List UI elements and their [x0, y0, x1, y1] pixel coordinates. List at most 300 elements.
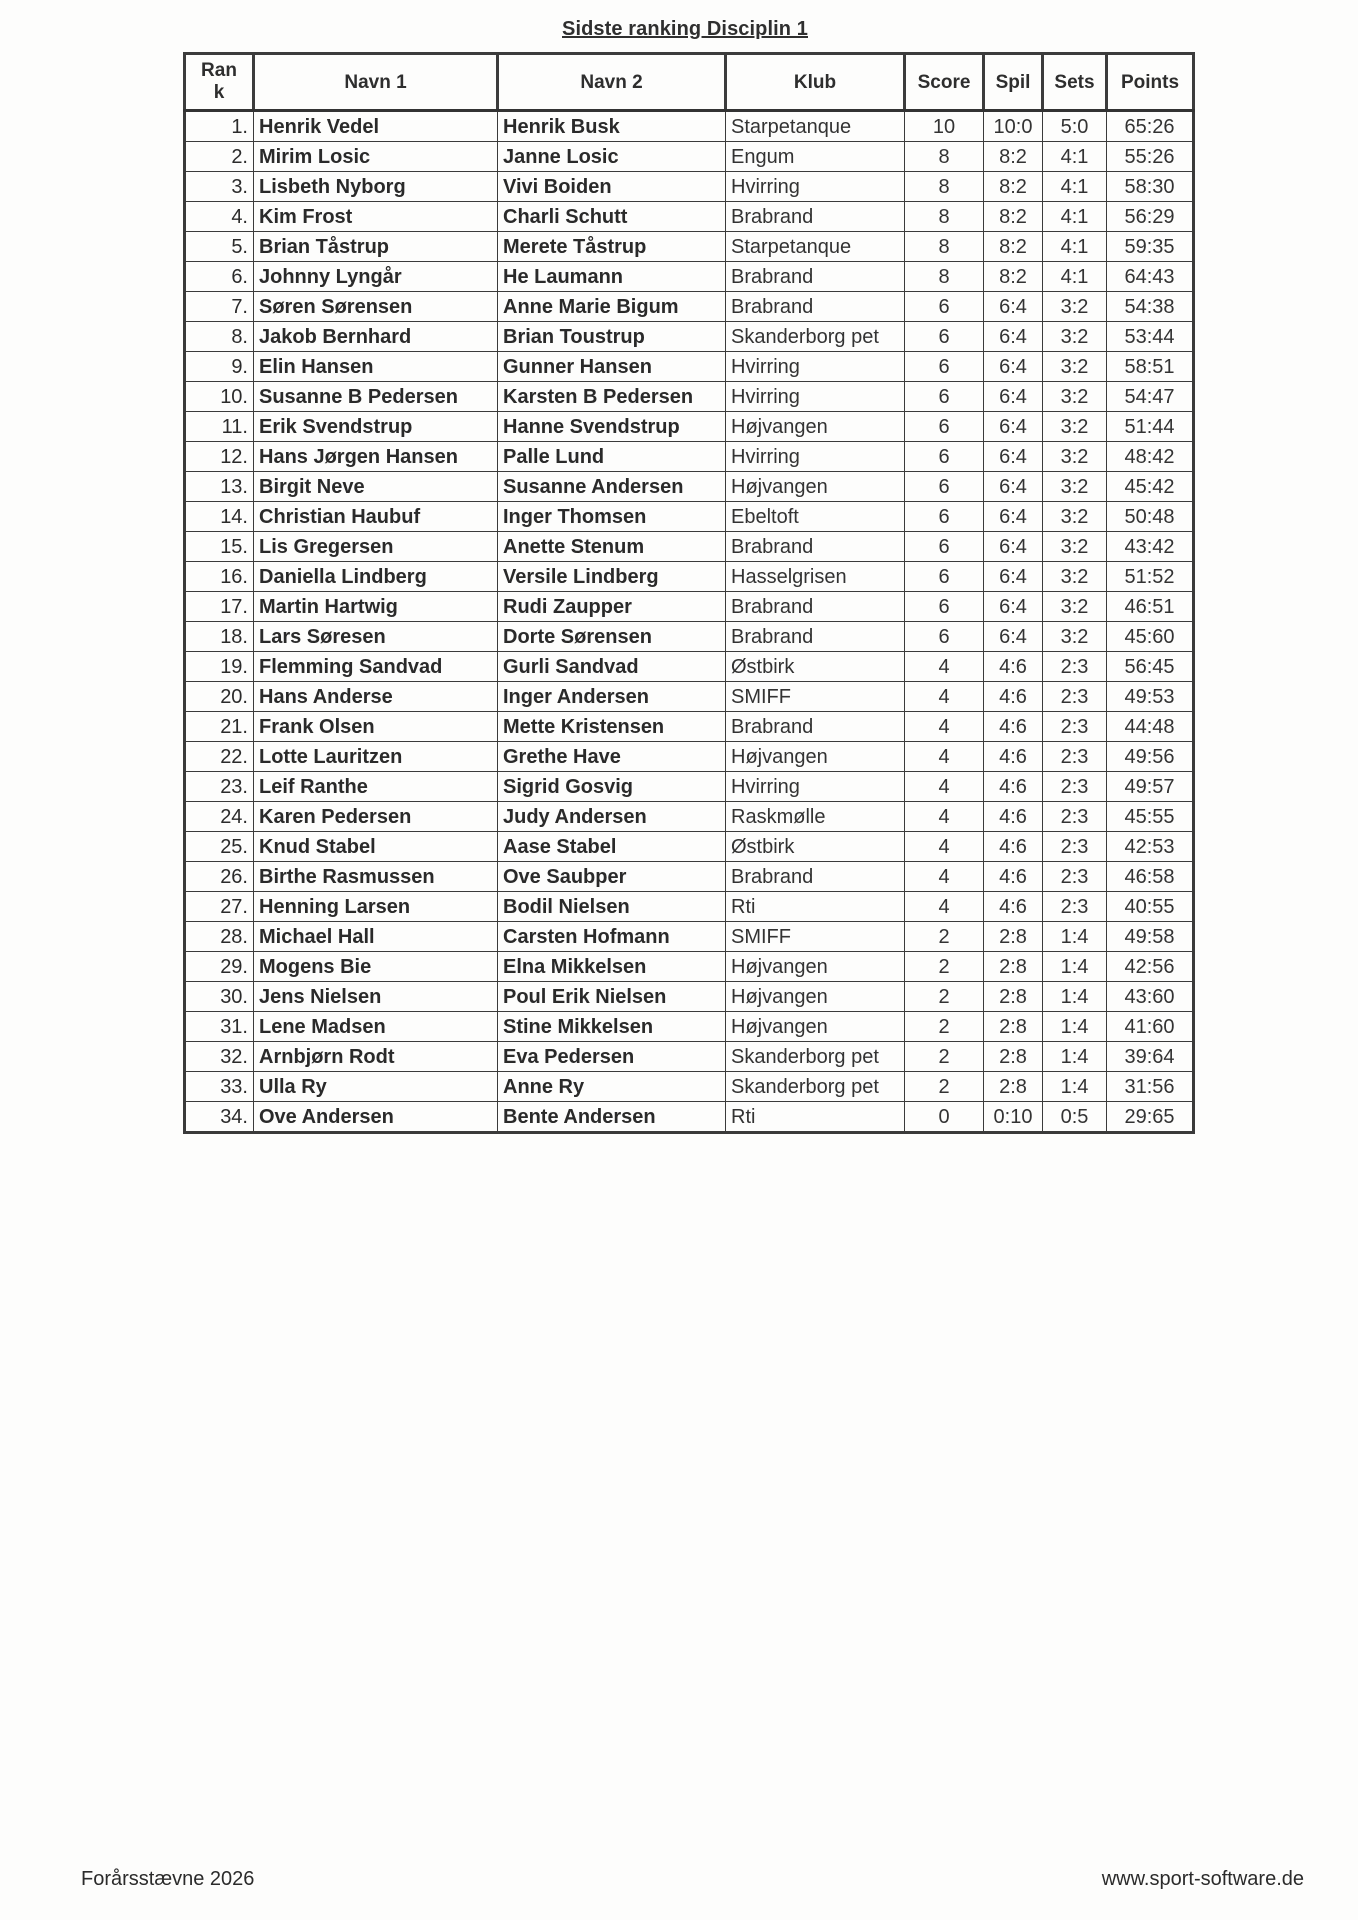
- navn2-cell: Charli Schutt: [498, 202, 726, 232]
- rank-cell: 24.: [185, 802, 254, 832]
- table-row: [185, 322, 1194, 352]
- klub-cell: Højvangen: [726, 952, 905, 982]
- navn1-cell: Jakob Bernhard: [254, 322, 498, 352]
- navn1-cell: Birgit Neve: [254, 472, 498, 502]
- points-cell: 56:29: [1107, 202, 1194, 232]
- score-cell: 4: [905, 862, 984, 892]
- spil-cell: 8:2: [984, 232, 1043, 262]
- rank-cell: 30.: [185, 982, 254, 1012]
- navn2-cell: Elna Mikkelsen: [498, 952, 726, 982]
- navn2-cell: Merete Tåstrup: [498, 232, 726, 262]
- score-cell: 6: [905, 322, 984, 352]
- sets-cell: 2:3: [1043, 802, 1107, 832]
- sets-cell: 4:1: [1043, 172, 1107, 202]
- rank-cell: 27.: [185, 892, 254, 922]
- navn2-cell: Aase Stabel: [498, 832, 726, 862]
- spil-cell: 4:6: [984, 832, 1043, 862]
- spil-cell: 6:4: [984, 322, 1043, 352]
- navn2-cell: Versile Lindberg: [498, 562, 726, 592]
- table-row: [185, 922, 1194, 952]
- score-cell: 0: [905, 1102, 984, 1133]
- score-cell: 10: [905, 111, 984, 142]
- klub-cell: Østbirk: [726, 832, 905, 862]
- navn2-cell: Rudi Zaupper: [498, 592, 726, 622]
- klub-cell: Hvirring: [726, 172, 905, 202]
- sets-cell: 3:2: [1043, 622, 1107, 652]
- score-cell: 8: [905, 202, 984, 232]
- sets-cell: 1:4: [1043, 982, 1107, 1012]
- table-row: [185, 352, 1194, 382]
- ranking-table: [183, 52, 1195, 1134]
- sets-cell: 3:2: [1043, 592, 1107, 622]
- score-cell: 4: [905, 832, 984, 862]
- spil-cell: 6:4: [984, 622, 1043, 652]
- navn2-cell: Grethe Have: [498, 742, 726, 772]
- klub-cell: Brabrand: [726, 532, 905, 562]
- table-row: [185, 412, 1194, 442]
- points-cell: 53:44: [1107, 322, 1194, 352]
- points-cell: 59:35: [1107, 232, 1194, 262]
- table-row: [185, 592, 1194, 622]
- navn1-cell: Hans Anderse: [254, 682, 498, 712]
- spil-cell: 6:4: [984, 352, 1043, 382]
- score-cell: 4: [905, 802, 984, 832]
- navn1-cell: Erik Svendstrup: [254, 412, 498, 442]
- navn2-cell: Bente Andersen: [498, 1102, 726, 1133]
- navn1-cell: Lars Søresen: [254, 622, 498, 652]
- navn2-cell: Ove Saubper: [498, 862, 726, 892]
- klub-cell: Brabrand: [726, 292, 905, 322]
- navn2-cell: Henrik Busk: [498, 111, 726, 142]
- spil-cell: 8:2: [984, 142, 1043, 172]
- navn1-cell: Birthe Rasmussen: [254, 862, 498, 892]
- navn1-cell: Hans Jørgen Hansen: [254, 442, 498, 472]
- rank-cell: 2.: [185, 142, 254, 172]
- header-klub: Klub: [726, 54, 905, 111]
- table-row: [185, 982, 1194, 1012]
- table-row: [185, 262, 1194, 292]
- rank-cell: 1.: [185, 111, 254, 142]
- spil-cell: 6:4: [984, 532, 1043, 562]
- table-row: [185, 532, 1194, 562]
- score-cell: 2: [905, 1072, 984, 1102]
- table-row: [185, 622, 1194, 652]
- points-cell: 46:51: [1107, 592, 1194, 622]
- score-cell: 4: [905, 772, 984, 802]
- sets-cell: 1:4: [1043, 952, 1107, 982]
- rank-cell: 15.: [185, 532, 254, 562]
- points-cell: 45:42: [1107, 472, 1194, 502]
- klub-cell: Brabrand: [726, 262, 905, 292]
- sets-cell: 3:2: [1043, 292, 1107, 322]
- navn1-cell: Flemming Sandvad: [254, 652, 498, 682]
- spil-cell: 2:8: [984, 1072, 1043, 1102]
- spil-cell: 4:6: [984, 772, 1043, 802]
- rank-cell: 34.: [185, 1102, 254, 1133]
- rank-cell: 33.: [185, 1072, 254, 1102]
- klub-cell: Højvangen: [726, 412, 905, 442]
- sets-cell: 1:4: [1043, 1042, 1107, 1072]
- navn1-cell: Michael Hall: [254, 922, 498, 952]
- navn2-cell: Anne Ry: [498, 1072, 726, 1102]
- table-row: [185, 652, 1194, 682]
- score-cell: 6: [905, 592, 984, 622]
- rank-cell: 31.: [185, 1012, 254, 1042]
- header-spil: Spil: [984, 54, 1043, 111]
- sets-cell: 2:3: [1043, 682, 1107, 712]
- spil-cell: 2:8: [984, 1042, 1043, 1072]
- navn2-cell: Stine Mikkelsen: [498, 1012, 726, 1042]
- score-cell: 8: [905, 172, 984, 202]
- rank-cell: 8.: [185, 322, 254, 352]
- klub-cell: Skanderborg pet: [726, 1072, 905, 1102]
- points-cell: 54:47: [1107, 382, 1194, 412]
- spil-cell: 4:6: [984, 742, 1043, 772]
- rank-cell: 10.: [185, 382, 254, 412]
- navn2-cell: Eva Pedersen: [498, 1042, 726, 1072]
- sets-cell: 3:2: [1043, 382, 1107, 412]
- navn2-cell: Hanne Svendstrup: [498, 412, 726, 442]
- sets-cell: 4:1: [1043, 142, 1107, 172]
- sets-cell: 2:3: [1043, 862, 1107, 892]
- points-cell: 49:56: [1107, 742, 1194, 772]
- navn1-cell: Henrik Vedel: [254, 111, 498, 142]
- spil-cell: 6:4: [984, 562, 1043, 592]
- sets-cell: 4:1: [1043, 202, 1107, 232]
- navn1-cell: Daniella Lindberg: [254, 562, 498, 592]
- navn1-cell: Lis Gregersen: [254, 532, 498, 562]
- sets-cell: 0:5: [1043, 1102, 1107, 1133]
- spil-cell: 4:6: [984, 862, 1043, 892]
- spil-cell: 10:0: [984, 111, 1043, 142]
- points-cell: 49:57: [1107, 772, 1194, 802]
- table-row: [185, 502, 1194, 532]
- navn1-cell: Mogens Bie: [254, 952, 498, 982]
- sets-cell: 2:3: [1043, 892, 1107, 922]
- score-cell: 6: [905, 622, 984, 652]
- table-row: [185, 232, 1194, 262]
- score-cell: 2: [905, 1012, 984, 1042]
- navn2-cell: Palle Lund: [498, 442, 726, 472]
- spil-cell: 8:2: [984, 262, 1043, 292]
- navn1-cell: Johnny Lyngår: [254, 262, 498, 292]
- points-cell: 31:56: [1107, 1072, 1194, 1102]
- table-row: [185, 742, 1194, 772]
- navn1-cell: Lisbeth Nyborg: [254, 172, 498, 202]
- klub-cell: Rti: [726, 1102, 905, 1133]
- spil-cell: 4:6: [984, 652, 1043, 682]
- points-cell: 45:55: [1107, 802, 1194, 832]
- sets-cell: 4:1: [1043, 262, 1107, 292]
- navn2-cell: Janne Losic: [498, 142, 726, 172]
- navn2-cell: Dorte Sørensen: [498, 622, 726, 652]
- klub-cell: Højvangen: [726, 472, 905, 502]
- rank-cell: 28.: [185, 922, 254, 952]
- spil-cell: 2:8: [984, 952, 1043, 982]
- spil-cell: 6:4: [984, 472, 1043, 502]
- spil-cell: 2:8: [984, 922, 1043, 952]
- navn1-cell: Søren Sørensen: [254, 292, 498, 322]
- rank-cell: 25.: [185, 832, 254, 862]
- sets-cell: 3:2: [1043, 472, 1107, 502]
- table-row: [185, 562, 1194, 592]
- navn2-cell: Anne Marie Bigum: [498, 292, 726, 322]
- navn1-cell: Frank Olsen: [254, 712, 498, 742]
- klub-cell: SMIFF: [726, 682, 905, 712]
- navn1-cell: Christian Haubuf: [254, 502, 498, 532]
- table-row: [185, 1072, 1194, 1102]
- navn2-cell: Vivi Boiden: [498, 172, 726, 202]
- klub-cell: Østbirk: [726, 652, 905, 682]
- table-row: [185, 952, 1194, 982]
- points-cell: 50:48: [1107, 502, 1194, 532]
- rank-cell: 4.: [185, 202, 254, 232]
- navn2-cell: Inger Andersen: [498, 682, 726, 712]
- score-cell: 2: [905, 982, 984, 1012]
- sets-cell: 3:2: [1043, 532, 1107, 562]
- rank-cell: 17.: [185, 592, 254, 622]
- spil-cell: 4:6: [984, 892, 1043, 922]
- navn1-cell: Susanne B Pedersen: [254, 382, 498, 412]
- navn1-cell: Henning Larsen: [254, 892, 498, 922]
- sets-cell: 4:1: [1043, 232, 1107, 262]
- navn2-cell: He Laumann: [498, 262, 726, 292]
- score-cell: 8: [905, 262, 984, 292]
- rank-cell: 23.: [185, 772, 254, 802]
- navn2-cell: Sigrid Gosvig: [498, 772, 726, 802]
- rank-cell: 11.: [185, 412, 254, 442]
- score-cell: 6: [905, 412, 984, 442]
- navn2-cell: Judy Andersen: [498, 802, 726, 832]
- table-row: [185, 1102, 1194, 1133]
- sets-cell: 3:2: [1043, 502, 1107, 532]
- footer-website: www.sport-software.de: [1101, 1868, 1304, 1890]
- navn1-cell: Brian Tåstrup: [254, 232, 498, 262]
- navn1-cell: Leif Ranthe: [254, 772, 498, 802]
- navn1-cell: Mirim Losic: [254, 142, 498, 172]
- sets-cell: 2:3: [1043, 712, 1107, 742]
- klub-cell: Rti: [726, 892, 905, 922]
- sets-cell: 2:3: [1043, 772, 1107, 802]
- sets-cell: 2:3: [1043, 742, 1107, 772]
- klub-cell: Ebeltoft: [726, 502, 905, 532]
- points-cell: 42:56: [1107, 952, 1194, 982]
- navn2-cell: Mette Kristensen: [498, 712, 726, 742]
- spil-cell: 2:8: [984, 982, 1043, 1012]
- klub-cell: Raskmølle: [726, 802, 905, 832]
- points-cell: 55:26: [1107, 142, 1194, 172]
- table-row: [185, 382, 1194, 412]
- klub-cell: Brabrand: [726, 202, 905, 232]
- klub-cell: Højvangen: [726, 1012, 905, 1042]
- score-cell: 6: [905, 562, 984, 592]
- table-row: [185, 772, 1194, 802]
- rank-cell: 22.: [185, 742, 254, 772]
- table-row: [185, 442, 1194, 472]
- score-cell: 4: [905, 652, 984, 682]
- klub-cell: Brabrand: [726, 592, 905, 622]
- klub-cell: Højvangen: [726, 982, 905, 1012]
- points-cell: 58:30: [1107, 172, 1194, 202]
- score-cell: 2: [905, 952, 984, 982]
- navn2-cell: Anette Stenum: [498, 532, 726, 562]
- spil-cell: 6:4: [984, 502, 1043, 532]
- klub-cell: Starpetanque: [726, 111, 905, 142]
- navn1-cell: Knud Stabel: [254, 832, 498, 862]
- table-row: [185, 892, 1194, 922]
- navn2-cell: Inger Thomsen: [498, 502, 726, 532]
- table-row: [185, 202, 1194, 232]
- score-cell: 6: [905, 472, 984, 502]
- header-rank: Ran k: [185, 54, 254, 111]
- sets-cell: 3:2: [1043, 322, 1107, 352]
- spil-cell: 4:6: [984, 712, 1043, 742]
- points-cell: 43:60: [1107, 982, 1194, 1012]
- sets-cell: 3:2: [1043, 352, 1107, 382]
- sets-cell: 5:0: [1043, 111, 1107, 142]
- points-cell: 51:44: [1107, 412, 1194, 442]
- table-row: [185, 472, 1194, 502]
- table-row: [185, 712, 1194, 742]
- navn2-cell: Carsten Hofmann: [498, 922, 726, 952]
- score-cell: 2: [905, 922, 984, 952]
- navn2-cell: Gurli Sandvad: [498, 652, 726, 682]
- rank-cell: 19.: [185, 652, 254, 682]
- klub-cell: Hvirring: [726, 772, 905, 802]
- points-cell: 54:38: [1107, 292, 1194, 322]
- navn2-cell: Poul Erik Nielsen: [498, 982, 726, 1012]
- sets-cell: 3:2: [1043, 562, 1107, 592]
- score-cell: 6: [905, 532, 984, 562]
- points-cell: 43:42: [1107, 532, 1194, 562]
- rank-cell: 5.: [185, 232, 254, 262]
- klub-cell: SMIFF: [726, 922, 905, 952]
- rank-cell: 16.: [185, 562, 254, 592]
- sets-cell: 2:3: [1043, 652, 1107, 682]
- spil-cell: 6:4: [984, 592, 1043, 622]
- spil-cell: 2:8: [984, 1012, 1043, 1042]
- score-cell: 6: [905, 292, 984, 322]
- header-sets: Sets: [1043, 54, 1107, 111]
- points-cell: 51:52: [1107, 562, 1194, 592]
- klub-cell: Højvangen: [726, 742, 905, 772]
- points-cell: 58:51: [1107, 352, 1194, 382]
- score-cell: 6: [905, 352, 984, 382]
- points-cell: 29:65: [1107, 1102, 1194, 1133]
- navn1-cell: Elin Hansen: [254, 352, 498, 382]
- table-row: [185, 832, 1194, 862]
- navn1-cell: Jens Nielsen: [254, 982, 498, 1012]
- navn2-cell: Bodil Nielsen: [498, 892, 726, 922]
- navn2-cell: Brian Toustrup: [498, 322, 726, 352]
- points-cell: 56:45: [1107, 652, 1194, 682]
- navn1-cell: Arnbjørn Rodt: [254, 1042, 498, 1072]
- spil-cell: 6:4: [984, 382, 1043, 412]
- rank-cell: 12.: [185, 442, 254, 472]
- table-row: [185, 142, 1194, 172]
- points-cell: 42:53: [1107, 832, 1194, 862]
- table-row: [185, 172, 1194, 202]
- rank-cell: 29.: [185, 952, 254, 982]
- sets-cell: 2:3: [1043, 832, 1107, 862]
- points-cell: 46:58: [1107, 862, 1194, 892]
- points-cell: 49:58: [1107, 922, 1194, 952]
- header-navn2: Navn 2: [498, 54, 726, 111]
- table-row: [185, 1012, 1194, 1042]
- score-cell: 4: [905, 682, 984, 712]
- klub-cell: Skanderborg pet: [726, 1042, 905, 1072]
- rank-cell: 20.: [185, 682, 254, 712]
- spil-cell: 8:2: [984, 202, 1043, 232]
- sets-cell: 1:4: [1043, 1012, 1107, 1042]
- rank-cell: 14.: [185, 502, 254, 532]
- table-row: [185, 802, 1194, 832]
- navn1-cell: Karen Pedersen: [254, 802, 498, 832]
- spil-cell: 6:4: [984, 292, 1043, 322]
- rank-cell: 3.: [185, 172, 254, 202]
- score-cell: 6: [905, 382, 984, 412]
- spil-cell: 6:4: [984, 412, 1043, 442]
- klub-cell: Hvirring: [726, 382, 905, 412]
- klub-cell: Brabrand: [726, 862, 905, 892]
- score-cell: 6: [905, 502, 984, 532]
- klub-cell: Skanderborg pet: [726, 322, 905, 352]
- klub-cell: Hvirring: [726, 442, 905, 472]
- navn1-cell: Martin Hartwig: [254, 592, 498, 622]
- points-cell: 64:43: [1107, 262, 1194, 292]
- rank-cell: 9.: [185, 352, 254, 382]
- spil-cell: 0:10: [984, 1102, 1043, 1133]
- score-cell: 6: [905, 442, 984, 472]
- header-navn1: Navn 1: [254, 54, 498, 111]
- page-title: Sidste ranking Disciplin 1: [562, 18, 808, 40]
- score-cell: 4: [905, 712, 984, 742]
- klub-cell: Engum: [726, 142, 905, 172]
- klub-cell: Brabrand: [726, 712, 905, 742]
- spil-cell: 6:4: [984, 442, 1043, 472]
- spil-cell: 8:2: [984, 172, 1043, 202]
- rank-cell: 13.: [185, 472, 254, 502]
- sets-cell: 1:4: [1043, 922, 1107, 952]
- rank-cell: 7.: [185, 292, 254, 322]
- navn1-cell: Lene Madsen: [254, 1012, 498, 1042]
- navn2-cell: Karsten B Pedersen: [498, 382, 726, 412]
- rank-cell: 32.: [185, 1042, 254, 1072]
- table-row: [185, 682, 1194, 712]
- rank-cell: 6.: [185, 262, 254, 292]
- rank-cell: 21.: [185, 712, 254, 742]
- klub-cell: Hvirring: [726, 352, 905, 382]
- navn1-cell: Lotte Lauritzen: [254, 742, 498, 772]
- navn1-cell: Ove Andersen: [254, 1102, 498, 1133]
- klub-cell: Brabrand: [726, 622, 905, 652]
- table-header-row: [185, 54, 1194, 111]
- points-cell: 45:60: [1107, 622, 1194, 652]
- score-cell: 8: [905, 232, 984, 262]
- sets-cell: 3:2: [1043, 412, 1107, 442]
- spil-cell: 4:6: [984, 682, 1043, 712]
- points-cell: 49:53: [1107, 682, 1194, 712]
- points-cell: 40:55: [1107, 892, 1194, 922]
- points-cell: 48:42: [1107, 442, 1194, 472]
- table-row: [185, 292, 1194, 322]
- table-row: [185, 1042, 1194, 1072]
- rank-cell: 26.: [185, 862, 254, 892]
- navn2-cell: Susanne Andersen: [498, 472, 726, 502]
- table-row: [185, 862, 1194, 892]
- navn1-cell: Ulla Ry: [254, 1072, 498, 1102]
- score-cell: 4: [905, 742, 984, 772]
